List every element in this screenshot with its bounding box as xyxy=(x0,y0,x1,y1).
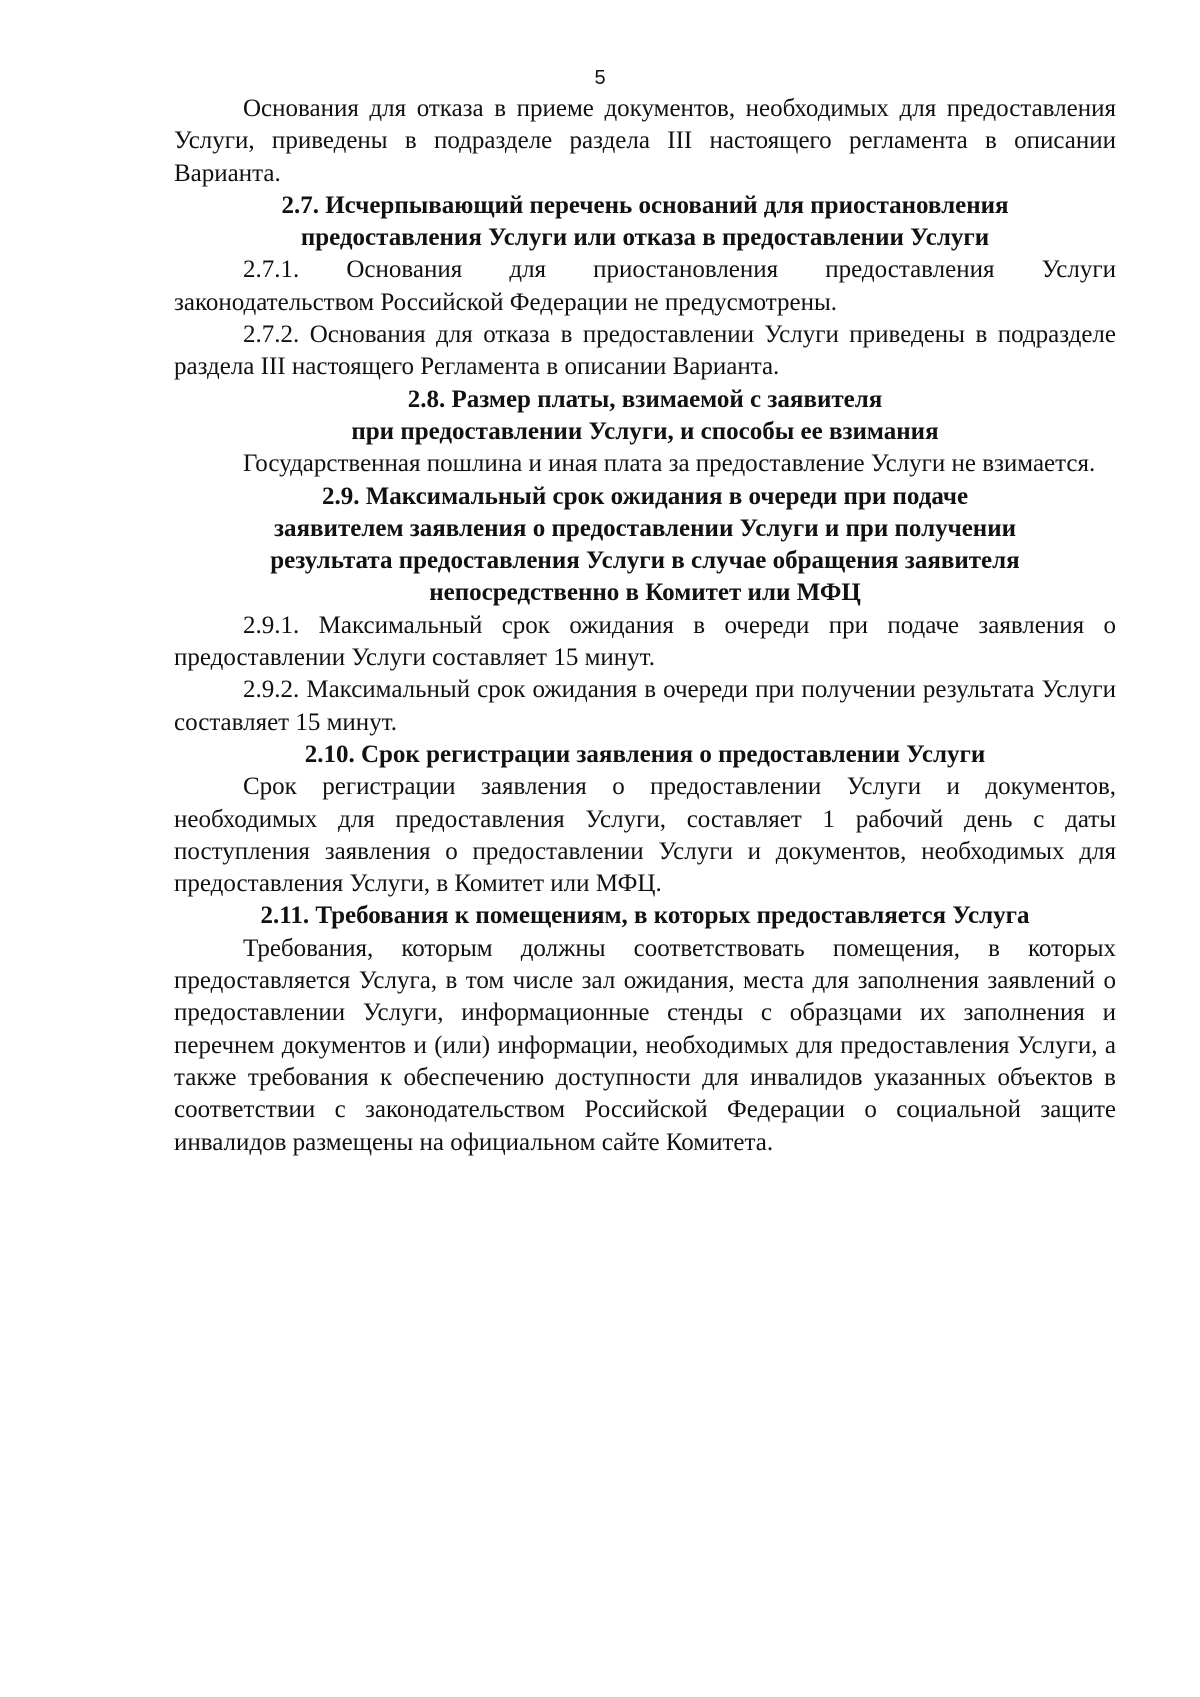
heading-line: 2.10. Срок регистрации заявления о предоставлении Услуги xyxy=(304,740,986,768)
document-body xyxy=(174,93,1116,1159)
heading-line: 2.9. Максимальный срок ожидания в очереди при подаче xyxy=(321,482,969,510)
paragraph: Срок регистрации заявления о предоставлении Услуги и документов, необходимых для предоставления Услуги, составляет 1 рабочий день с даты поступления заявления о предоставлении Услуги и документов, необходимых для предоставления Услуги, в Комитет или МФЦ. xyxy=(174,773,1116,898)
section-2-11 xyxy=(174,900,1116,1158)
section-heading xyxy=(174,900,1116,932)
paragraph: Требования, которым должны соответствовать помещения, в которых предоставляется Услуга, в том числе зал ожидания, места для заполнения заявлений о предоставлении Услуги, информационные стенды с образцами их заполнения и перечнем документов и (или) информации, необходимых для предоставления Услуги, а также требования к обеспечению доступности для инвалидов указанных объектов в соответствии с законодательством Российской Федерации о социальной защите инвалидов размещены на официальном сайте Комитета. xyxy=(174,934,1116,1156)
section-2-9 xyxy=(174,481,1116,739)
section-2-8 xyxy=(174,384,1116,481)
heading-line: результата предоставления Услуги в случае обращения заявителя xyxy=(270,547,1020,575)
paragraph: 2.9.2. Максимальный срок ожидания в очереди при получении результата Услуги составляет 15 минут. xyxy=(174,676,1116,736)
paragraph: Государственная пошлина и иная плата за предоставление Услуги не взимается. xyxy=(243,450,1096,478)
heading-line: предоставления Услуги или отказа в предоставлении Услуги xyxy=(300,224,990,252)
paragraph: 2.7.1. Основания для приостановления предоставления Услуги законодательством Российской Федерации не предусмотрены. xyxy=(174,256,1116,316)
section-heading xyxy=(174,481,1116,610)
heading-line: 2.8. Размер платы, взимаемой с заявителя xyxy=(407,385,883,413)
section-heading xyxy=(174,190,1116,255)
heading-line: заявителем заявления о предоставлении Услуги и при получении xyxy=(273,514,1017,542)
heading-line: 2.7. Исчерпывающий перечень оснований для приостановления xyxy=(281,191,1009,219)
section-heading xyxy=(174,739,1116,771)
heading-line: при предоставлении Услуги, и способы ее взимания xyxy=(351,417,939,445)
section-2-10 xyxy=(174,739,1116,900)
paragraph: 2.7.2. Основания для отказа в предоставлении Услуги приведены в подразделе раздела III настоящего Регламента в описании Варианта. xyxy=(174,321,1116,381)
intro-paragraph: Основания для отказа в приеме документов, необходимых для предоставления Услуги, приведены в подразделе раздела III настоящего регламента в описании Варианта. xyxy=(174,95,1116,187)
heading-line: непосредственно в Комитет или МФЦ xyxy=(429,579,861,607)
section-2-7 xyxy=(174,190,1116,384)
heading-line: 2.11. Требования к помещениям, в которых предоставляется Услуга xyxy=(260,902,1030,930)
section-heading xyxy=(174,384,1116,449)
page-number: 5 xyxy=(594,67,606,89)
paragraph: 2.9.1. Максимальный срок ожидания в очереди при подаче заявления о предоставлении Услуги составляет 15 минут. xyxy=(174,611,1116,672)
